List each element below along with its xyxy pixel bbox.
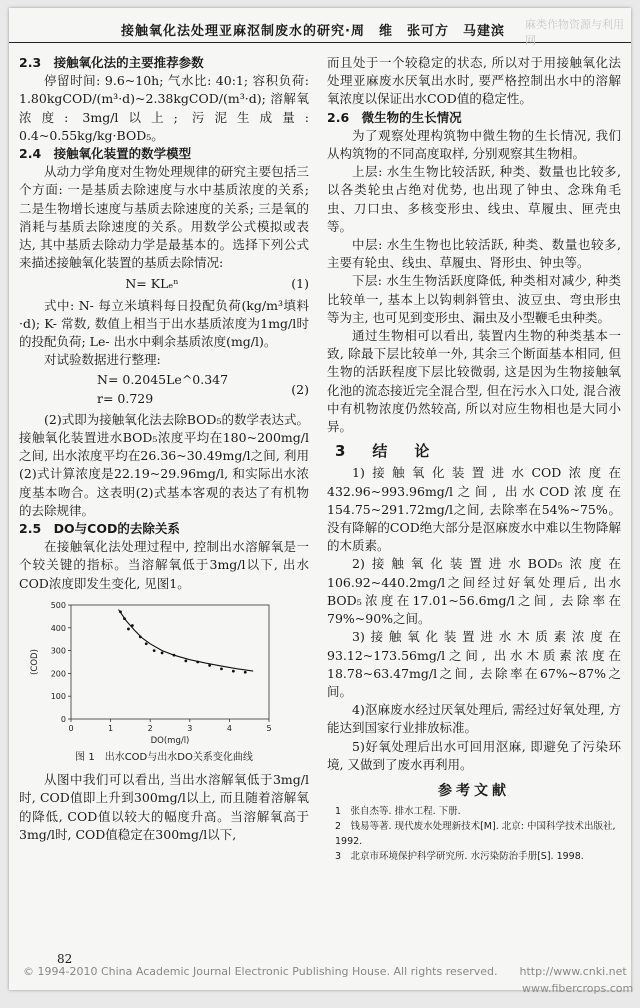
watermark-top: 麻类作物资源与利用网	[525, 18, 624, 47]
data-point	[232, 670, 235, 673]
data-point	[184, 659, 187, 662]
section-2-6-summary: 通过生物相可以看出, 装置内生物的种类基本一致, 除最下层比较单一外, 其余三个断面基本相同, 但生物的活跃程度下层比较微弱, 这是因为生物接触氧化池的流态接近完全混合型, 但在污水入口处, 混合液中有机物浓度仍然较高, 所以对应生物相也是大同小异。	[327, 328, 621, 435]
conclusion-1: 1)接触氧化装置进水COD浓度在432.96~993.96mg/l之间, 出水COD浓度在154.75~291.72mg/l之间, 去除率在54%~75%。没有降解的COD绝大部分是沤麻废水中难以生物降解的木质素。	[327, 465, 621, 554]
section-2-5-title: 2.5 DO与COD的去除关系	[19, 521, 180, 537]
equation-1-number: (1)	[291, 276, 309, 292]
watermark-bottom: www.fibercrops.com	[522, 982, 634, 995]
section-2-4-para-4: (2)式即为接触氧化法去除BOD₅的数学表达式。接触氧化装置进水BOD₅浓度平均在180~200mg/l之间, 出水浓度平均在26.36~30.49mg/l之间, 利用(2)式计算浓度是22.19~29.96mg/l, 和实际出水浓度基本吻合。这表明(2)式基本客观的表达了有机物的去除规律。	[19, 411, 309, 518]
references-title: 参考文献	[438, 782, 510, 799]
section-2-6-middle-layer: 中层: 水生生物也比较活跃, 种类、数量也较多, 主要有轮虫、线虫、草履虫、肾形虫、钟虫等。	[327, 237, 621, 271]
equation-1-expression: N= KLₑⁿ	[125, 276, 179, 292]
equation-2	[19, 371, 309, 407]
section-2-6-upper-layer: 上层: 水生生物比较活跃, 种类、数量也比较多, 以各类轮虫占绝对优势, 也出现了钟虫、念珠角毛虫、刀口虫、多核变形虫、线虫、草履虫、匣壳虫等。	[327, 164, 621, 234]
conclusion-3: 3)接触氧化装置进水木质素浓度在93.12~173.56mg/l之间, 出水木质素浓度在18.78~63.47mg/l之间, 去除率在67%~87%之间。	[327, 629, 621, 699]
reference-item: 1 张自杰等. 排水工程. 下册.	[335, 806, 461, 818]
header-title: 接触氧化法处理亚麻沤制废水的研究·周 维 张可方 马建滨	[121, 24, 505, 39]
section-3-title: 3 结 论	[335, 442, 436, 461]
data-point	[220, 667, 223, 670]
left-column	[19, 54, 309, 844]
page-number: 82	[57, 952, 73, 966]
data-point	[153, 649, 156, 652]
section-2-6-lower-layer: 下层: 水生生物活跃度降低, 种类相对减少, 种类比较单一, 基本上以钩刺斜管虫、波豆虫、弯虫形虫等为主, 也可见到变形虫、漏虫及小型鞭毛虫种类。	[327, 273, 621, 325]
section-2-3-title: 2.3 接触氧化法的主要推荐参数	[19, 55, 204, 70]
figure-1-chart	[19, 597, 309, 747]
continued-paragraph: 而且处于一个较稳定的状态, 所以对于用接触氧化法处理亚麻废水厌氧出水时, 要严格控制出水中的溶解氧浓度以保证出水COD值的稳定性。	[327, 55, 621, 107]
copyright-line: © 1994-2010 China Academic Journal Electronic Publishing House. All rights reserved. http://www.cnki.net	[23, 965, 627, 978]
conclusion-2: 2)接触氧化装置进水BOD₅浓度在106.92~440.2mg/l之间经过好氧处理后, 出水BOD₅浓度在17.01~56.6mg/l之间, 去除率在79%~90%之间。	[327, 556, 621, 627]
section-2-3-body: 停留时间: 9.6~10h; 气水比: 40:1; 容积负荷: 1.80kgCOD/(m³·d)~2.38kgCOD/(m³·d); 溶解氧浓度: 3mg/l以上; 污泥生成量: 0.4~0.55kg/kg·BOD₅。	[19, 73, 309, 143]
right-column	[327, 54, 621, 864]
equation-2-number: (2)	[291, 381, 309, 397]
equation-2-line-1: N= 0.2045Le^0.347	[97, 372, 229, 388]
equation-2-line-2: r= 0.729	[97, 390, 154, 406]
y-tick-label: 300	[50, 646, 66, 656]
section-2-4-title: 2.4 接触氧化装置的数学模型	[19, 146, 192, 162]
section-2-6-para-1: 为了观察处理构筑物中微生物的生长情况, 我们从构筑物的不同高度取样, 分别观察其生物相。	[327, 127, 621, 162]
data-point	[127, 627, 130, 630]
section-2-6-title: 2.6 微生物的生长情况	[327, 109, 462, 125]
chart-svg	[19, 597, 309, 747]
y-tick-label: 0	[60, 714, 66, 724]
x-tick-label: 3	[187, 723, 193, 733]
x-tick-label: 5	[266, 723, 272, 733]
data-point	[145, 642, 148, 645]
figure-1-caption: 图 1 出水COD与出水DO关系变化曲线	[75, 751, 253, 763]
x-axis-label: DO(mg/l)	[150, 735, 190, 746]
equation-1	[19, 275, 309, 293]
reference-item: 2 钱易等著. 现代废水处理新技术[M]. 北京: 中国科学技术出版社, 1992.	[335, 821, 616, 848]
section-2-4-para-1: 从动力学角度对生物处理规律的研究主要包括三个方面: 一是基质去除速度与水中基质浓度的关系; 二是生物增长速度与基质去除速度的关系; 三是氧的消耗与基质去除速度的关系。用数学公式模拟或表达, 其中基质去除动力学是最基本的。选择下列公式来描述接触氧化装置的基质去除情况:	[19, 164, 309, 271]
y-tick-label: 400	[50, 623, 66, 633]
y-tick-label: 500	[50, 600, 66, 610]
journal-page	[9, 8, 631, 990]
x-tick-label: 2	[147, 723, 153, 733]
plot-frame	[71, 605, 269, 719]
conclusion-4: 4)沤麻废水经过厌氧处理后, 需经过好氧处理, 方能达到国家行业排放标准。	[327, 702, 621, 736]
x-tick-label: 0	[68, 723, 74, 733]
data-point	[244, 671, 247, 674]
x-tick-label: 1	[108, 723, 114, 733]
section-2-5-para-2: 从图中我们可以看出, 当出水溶解氧低于3mg/l时, COD值即上升到300mg/l以上, 而且随着溶解氧的降低, COD值以较大的幅度升高。当溶解氧高于3mg/l时, COD值稳定在300mg/l以下,	[19, 772, 309, 842]
reference-item: 3 北京市环境保护科学研究所. 水污染防治手册[S]. 1998.	[335, 851, 584, 863]
section-2-4-para-3: 对试验数据进行整理:	[44, 352, 161, 368]
conclusion-5: 5)好氧处理后出水可回用沤麻, 即避免了污染环境, 又做到了废水再利用。	[327, 738, 621, 772]
y-tick-label: 100	[50, 692, 66, 702]
y-tick-label: 200	[50, 669, 66, 679]
y-axis-label: (COD)	[30, 648, 40, 675]
running-header	[9, 8, 631, 47]
section-2-5-para-1: 在接触氧化法处理过程中, 控制出水溶解氧是一个较关键的指标。当溶解氧低于3mg/l以下, 出水COD浓度即发生变化, 见图1。	[19, 539, 309, 591]
section-2-4-para-2: 式中: N- 每立米填料每日投配负荷(kg/m³填料·d); K- 常数, 数值上相当于出水基质浓度为1mg/l时的投配负荷; Le- 出水中剩余基质浓度(mg/l)。	[19, 297, 309, 350]
data-point	[161, 651, 164, 654]
x-tick-label: 4	[226, 723, 232, 733]
